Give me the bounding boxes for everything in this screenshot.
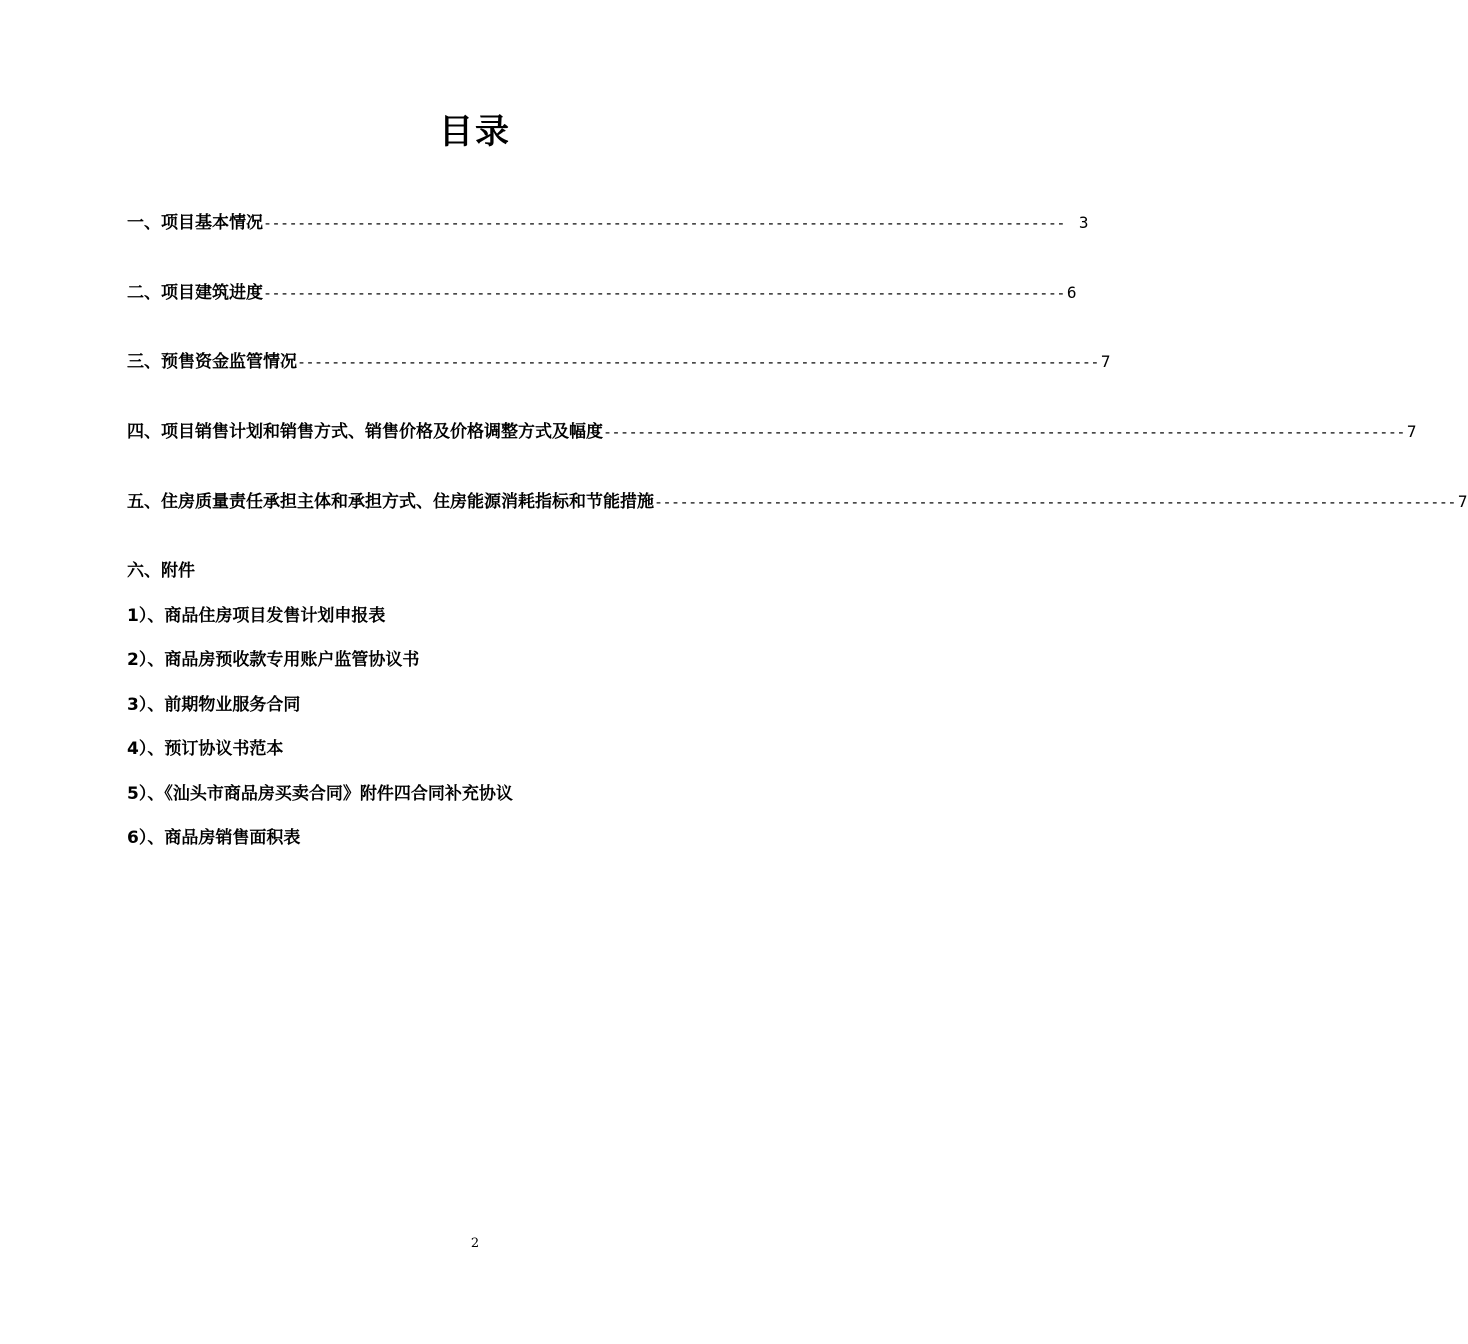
toc-entry-label: 三、预售资金监管情况 — [127, 352, 297, 372]
attachment-item: 2）、商品房预收款专用账户监管协议书 — [127, 650, 420, 670]
attachment-item: 3）、前期物业服务合同 — [127, 695, 301, 715]
toc-leader-dashes: ---------------------------------------------------------------------------------------------- — [654, 493, 1456, 511]
toc-page-number: 7 — [1100, 352, 1111, 371]
attachment-item: 6）、商品房销售面积表 — [127, 828, 301, 848]
toc-entry-label: 五、住房质量责任承担主体和承担方式、住房能源消耗指标和节能措施 — [127, 492, 654, 512]
attachment-item: 1）、商品住房项目发售计划申报表 — [127, 606, 386, 626]
toc-page-number: 7 — [1406, 422, 1417, 441]
toc-entry-label: 二、项目建筑进度 — [127, 283, 263, 303]
attachment-item: 5）、《汕头市商品房买卖合同》附件四合同补充协议 — [127, 784, 513, 804]
toc-entry-1 — [127, 209, 1089, 237]
attachment-item: 4）、预订协议书范本 — [127, 739, 284, 759]
toc-page-number: 6 — [1066, 283, 1077, 302]
toc-leader-dashes: ---------------------------------------------------------------------------------------------- — [263, 284, 1065, 302]
page-number: 2 — [470, 1236, 480, 1251]
toc-entry-4 — [127, 418, 1417, 446]
toc-entry-3 — [127, 348, 1111, 376]
toc-entry-label: 四、项目销售计划和销售方式、销售价格及价格调整方式及幅度 — [127, 422, 603, 442]
toc-page-number: 7 — [1457, 492, 1468, 511]
toc-leader-dashes: ---------------------------------------------------------------------------------------------- — [297, 353, 1099, 371]
attachments-heading: 六、附件 — [127, 561, 195, 581]
toc-entry-5 — [127, 488, 1468, 516]
toc-leader-dashes: ---------------------------------------------------------------------------------------------- — [603, 423, 1405, 441]
toc-entry-2 — [127, 279, 1077, 307]
toc-entry-label: 一、项目基本情况 — [127, 213, 263, 233]
toc-leader-dashes: ---------------------------------------------------------------------------------------------- — [263, 214, 1065, 232]
toc-page-number: 3 — [1078, 213, 1089, 232]
page-title: 目录 — [439, 112, 511, 152]
